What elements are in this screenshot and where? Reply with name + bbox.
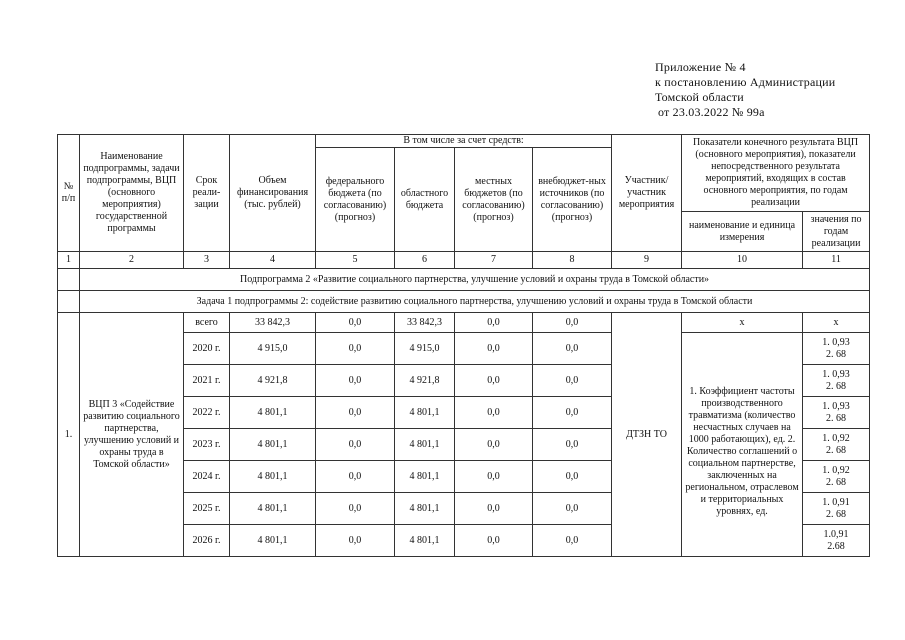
- row-regional: 33 842,3: [395, 313, 455, 333]
- col-number: 2: [80, 252, 184, 269]
- row-extra: 0,0: [533, 333, 612, 365]
- appendix-line: к постановлению Администрации: [655, 75, 836, 89]
- row-volume: 4 801,1: [230, 429, 316, 461]
- row-ind-value: [803, 429, 870, 461]
- row-volume: 4 801,1: [230, 461, 316, 493]
- ind-value-2: 2. 68: [826, 508, 847, 520]
- row-extra: 0,0: [533, 397, 612, 429]
- row-federal: 0,0: [316, 429, 395, 461]
- subprogram-title: Подпрограмма 2 «Развитие социального партнерства, улучшение условий и охраны труда в Томской области»: [80, 269, 870, 291]
- header-including: В том числе за счет средств:: [316, 135, 612, 148]
- row-federal: 0,0: [316, 397, 395, 429]
- appendix-block: [655, 60, 835, 120]
- header-extra: внебюджет-ных источников (по согласованию) (прогноз): [533, 148, 612, 252]
- row-local: 0,0: [455, 461, 533, 493]
- header-regional: областного бюджета: [395, 148, 455, 252]
- indicator-description: 1. Коэффициент частоты производственного травматизма (количество несчастных случаев на 1000 работающих), ед. 2. Количество соглашений о социальном партнерстве, заключенных на региональном, отраслевом и территориальных уровнях, ед.: [682, 333, 803, 557]
- row-volume: 4 915,0: [230, 333, 316, 365]
- ind-value-1: 1. 0,93: [822, 336, 850, 348]
- col-number: 6: [395, 252, 455, 269]
- row-term: 2020 г.: [184, 333, 230, 365]
- row-ind-name: х: [682, 313, 803, 333]
- row-term: 2023 г.: [184, 429, 230, 461]
- row-volume: 4 801,1: [230, 525, 316, 557]
- row-term: 2024 г.: [184, 461, 230, 493]
- row-term: 2025 г.: [184, 493, 230, 525]
- item-participant: ДТЗН ТО: [612, 313, 682, 557]
- row-federal: 0,0: [316, 493, 395, 525]
- empty-cell: [58, 291, 80, 313]
- col-number: 5: [316, 252, 395, 269]
- col-number: 9: [612, 252, 682, 269]
- header-indicators: Показатели конечного результата ВЦП (основного мероприятия), показатели непосредственного результата мероприятий, входящих в состав основного мероприятия, по годам реализации: [682, 135, 870, 212]
- row-local: 0,0: [455, 365, 533, 397]
- ind-value-2: 2.68: [827, 540, 845, 552]
- row-federal: 0,0: [316, 333, 395, 365]
- col-number: 7: [455, 252, 533, 269]
- row-federal: 0,0: [316, 313, 395, 333]
- appendix-line: Томской области: [655, 90, 744, 104]
- row-ind-value: [803, 333, 870, 365]
- row-ind-value: [803, 461, 870, 493]
- row-extra: 0,0: [533, 493, 612, 525]
- col-number: 4: [230, 252, 316, 269]
- row-term: 2026 г.: [184, 525, 230, 557]
- row-regional: 4 801,1: [395, 461, 455, 493]
- row-ind-value: х: [803, 313, 870, 333]
- row-local: 0,0: [455, 397, 533, 429]
- ind-value-2: 2. 68: [826, 476, 847, 488]
- row-volume: 4 801,1: [230, 397, 316, 429]
- row-volume: 4 921,8: [230, 365, 316, 397]
- row-extra: 0,0: [533, 365, 612, 397]
- row-ind-value: [803, 525, 870, 557]
- ind-value-2: 2. 68: [826, 412, 847, 424]
- row-ind-value: [803, 493, 870, 525]
- row-federal: 0,0: [316, 461, 395, 493]
- ind-value-1: 1. 0,92: [822, 432, 850, 444]
- row-local: 0,0: [455, 333, 533, 365]
- ind-value-1: 1. 0,91: [822, 496, 850, 508]
- row-ind-value: [803, 365, 870, 397]
- ind-value-1: 1.0,91: [823, 528, 849, 540]
- header-federal: федерального бюджета (по согласованию) (прогноз): [316, 148, 395, 252]
- row-local: 0,0: [455, 313, 533, 333]
- header-volume: Объем финансирования (тыс. рублей): [230, 135, 316, 252]
- row-extra: 0,0: [533, 313, 612, 333]
- header-ind-name: наименование и единица измерения: [682, 212, 803, 252]
- header-num: № п/п: [58, 135, 80, 252]
- row-term: всего: [184, 313, 230, 333]
- row-regional: 4 801,1: [395, 525, 455, 557]
- row-local: 0,0: [455, 525, 533, 557]
- header-participant: Участник/ участник мероприятия: [612, 135, 682, 252]
- header-term: Срок реали-зации: [184, 135, 230, 252]
- row-term: 2021 г.: [184, 365, 230, 397]
- row-extra: 0,0: [533, 429, 612, 461]
- row-volume: 4 801,1: [230, 493, 316, 525]
- appendix-date: от 23.03.2022 № 99а: [658, 105, 765, 119]
- ind-value-1: 1. 0,93: [822, 400, 850, 412]
- table-row: [58, 313, 870, 333]
- row-regional: 4 801,1: [395, 429, 455, 461]
- financing-table: [57, 134, 870, 557]
- row-regional: 4 801,1: [395, 493, 455, 525]
- task-title: Задача 1 подпрограммы 2: содействие развитию социального партнерства, улучшению условий и охраны труда в Томской области: [80, 291, 870, 313]
- ind-value-1: 1. 0,92: [822, 464, 850, 476]
- empty-cell: [58, 269, 80, 291]
- row-local: 0,0: [455, 493, 533, 525]
- col-number: 1: [58, 252, 80, 269]
- row-federal: 0,0: [316, 525, 395, 557]
- row-federal: 0,0: [316, 365, 395, 397]
- ind-value-2: 2. 68: [826, 380, 847, 392]
- ind-value-2: 2. 68: [826, 348, 847, 360]
- appendix-title: Приложение № 4: [655, 60, 746, 74]
- col-number: 11: [803, 252, 870, 269]
- item-name: ВЦП 3 «Содействие развитию социального партнерства, улучшению условий и охраны труда в Томской области»: [80, 313, 184, 557]
- header-name: Наименование подпрограммы, задачи подпрограммы, ВЦП (основного мероприятия) государственной программы: [80, 135, 184, 252]
- ind-value-1: 1. 0,93: [822, 368, 850, 380]
- row-regional: 4 921,8: [395, 365, 455, 397]
- header-ind-values: значения по годам реализации: [803, 212, 870, 252]
- col-number: 3: [184, 252, 230, 269]
- row-term: 2022 г.: [184, 397, 230, 429]
- col-number: 10: [682, 252, 803, 269]
- row-extra: 0,0: [533, 525, 612, 557]
- row-ind-value: [803, 397, 870, 429]
- item-num: 1.: [58, 313, 80, 557]
- ind-value-2: 2. 68: [826, 444, 847, 456]
- row-regional: 4 915,0: [395, 333, 455, 365]
- header-local: местных бюджетов (по согласованию) (прогноз): [455, 148, 533, 252]
- col-number: 8: [533, 252, 612, 269]
- row-local: 0,0: [455, 429, 533, 461]
- row-extra: 0,0: [533, 461, 612, 493]
- row-regional: 4 801,1: [395, 397, 455, 429]
- row-volume: 33 842,3: [230, 313, 316, 333]
